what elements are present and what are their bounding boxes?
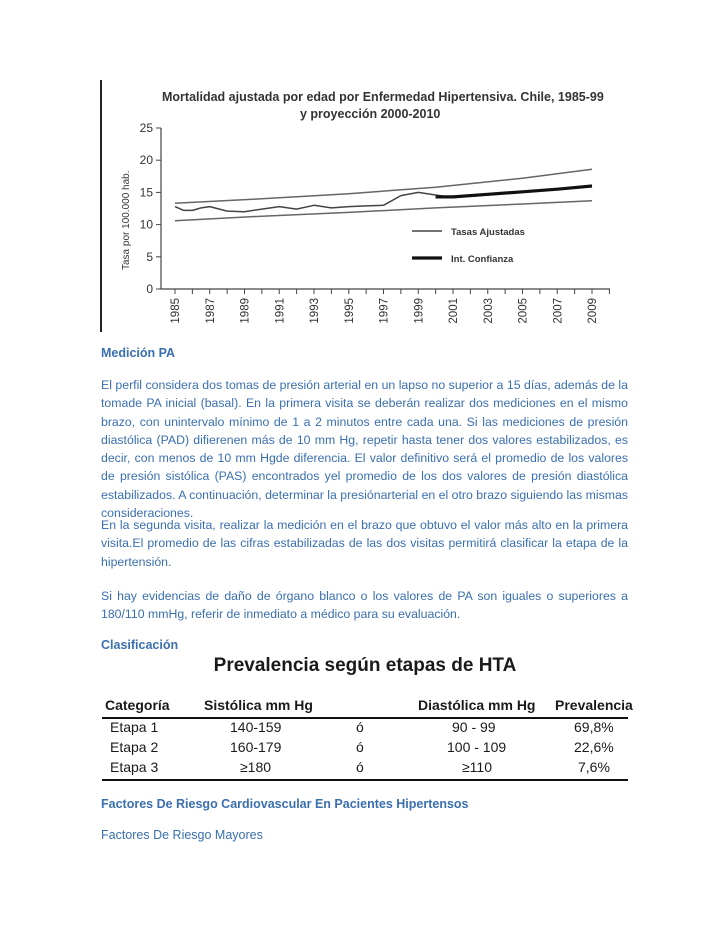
hta-row3-sistolica: ≥180 (240, 759, 272, 775)
chart-series-line-int-confianza (436, 186, 592, 197)
chart-x-tick-label: 1985 (170, 298, 182, 324)
hta-row1-prevalencia: 69,8% (574, 719, 614, 735)
chart-legend-label: Tasas Ajustadas (451, 227, 525, 238)
chart-y-tick-label: 0 (146, 282, 153, 296)
chart-x-tick-label: 2001 (448, 298, 460, 324)
chart-x-tick-label: 1997 (378, 298, 391, 324)
hta-row3-prevalencia: 7,6% (578, 759, 610, 775)
hta-row2-conj: ó (356, 739, 364, 755)
hta-row2-diastolica: 100 - 109 (447, 739, 507, 755)
subheading-factores-mayores: Factores De Riesgo Mayores (101, 828, 263, 842)
section-heading-clasificacion: Clasificación (101, 638, 179, 652)
paragraph-medicion: El perfil considera dos tomas de presión arterial en un lapso no superior a 15 días, además de la tomade PA inicial (basal). En la primera visita se deberán realizar dos mediciones en el mismo brazo, con unintervalo mínimo de 1 a 2 minutos entre cada una. Si las mediciones de presión diastólica (PAD) difierenen más de 10 mm Hg, repetir hasta tener dos valores estabilizados, es decir, con menos de 10 mm Hgde diferencia. El valor definitivo será el promedio de los valores de presión sistólica (PAS) encontrados yel promedio de los dos valores de presión diastólica estabilizados. A continuación, determinar la presiónarterial en el otro brazo siguiendo las mismas consideraciones. (101, 378, 629, 521)
chart-x-tick-label: 1995 (343, 298, 356, 324)
chart-x-tick-label: 1991 (274, 298, 287, 324)
section-heading-factores: Factores De Riesgo Cardiovascular En Pacientes Hipertensos (101, 797, 469, 811)
hta-header-diastolica: Diastólica mm Hg (418, 697, 536, 713)
chart-x-tick-label: 1993 (309, 298, 321, 324)
hta-header-sistolica: Sistólica mm Hg (204, 697, 313, 713)
chart-y-tick-label: 15 (139, 185, 153, 200)
hta-row3-diastolica: ≥110 (462, 759, 493, 775)
chart-x-tick-label: 2005 (517, 298, 530, 324)
chart-series-line-band-2 (175, 169, 592, 203)
chart-y-axis-label: Tasa por 100.000 hab. (121, 170, 132, 270)
hta-bottom-rule (102, 779, 628, 781)
hta-row1-diastolica: 90 - 99 (452, 719, 496, 735)
chart-y-tick-label: 25 (139, 121, 153, 135)
chart-legend-label: Int. Confianza (451, 254, 514, 265)
paragraph-referir: Si hay evidencias de daño de órgano blanco o los valores de PA son iguales o superiores a 180/110 mmHg, referir de inmediato a médico para su evaluación. (101, 589, 628, 622)
hta-row3-conj: ó (356, 759, 364, 775)
chart-x-tick-label: 2009 (587, 298, 599, 324)
chart-x-tick-label: 2003 (482, 298, 495, 324)
hta-row2-prevalencia: 22,6% (574, 739, 614, 755)
hta-row1-conj: ó (356, 719, 364, 735)
hta-row1-sistolica: 140-159 (230, 719, 282, 735)
chart-title: Mortalidad ajustada por edad por Enfermedad Hipertensiva. Chile, 1985-99 (162, 90, 604, 104)
hta-prevalence-table (100, 655, 633, 783)
mortality-chart (100, 80, 628, 332)
hta-row2-categoria: Etapa 2 (110, 739, 159, 755)
chart-y-tick-label: 20 (139, 153, 153, 168)
hta-header-rule (102, 717, 628, 719)
section-heading-medicion: Medición PA (101, 346, 176, 360)
hta-row3-categoria: Etapa 3 (110, 759, 159, 775)
hta-row1-categoria: Etapa 1 (110, 719, 159, 735)
chart-y-tick-label: 10 (139, 217, 153, 232)
chart-subtitle: y proyección 2000-2010 (300, 107, 441, 121)
hta-row2-sistolica: 160-179 (230, 739, 282, 755)
chart-x-tick-label: 1989 (239, 298, 252, 324)
mortality-chart-figure (100, 80, 628, 332)
chart-x-tick-label: 1999 (413, 298, 426, 324)
hta-header-categoria: Categoría (105, 697, 170, 713)
paragraph-segunda-visita: En la segunda visita, realizar la medición en el brazo que obtuvo el valor más alto en la primera visita.El promedio de las cifras estabilizadas de las dos visitas permitirá clasificar la etapa de la hipertensión. (101, 518, 628, 569)
hta-header-prevalencia: Prevalencia (555, 697, 633, 713)
chart-x-tick-label: 1987 (204, 298, 217, 324)
hta-table-title: Prevalencia según etapas de HTA (213, 655, 517, 676)
chart-x-tick-label: 2007 (552, 298, 565, 324)
chart-y-tick-label: 5 (146, 249, 153, 264)
